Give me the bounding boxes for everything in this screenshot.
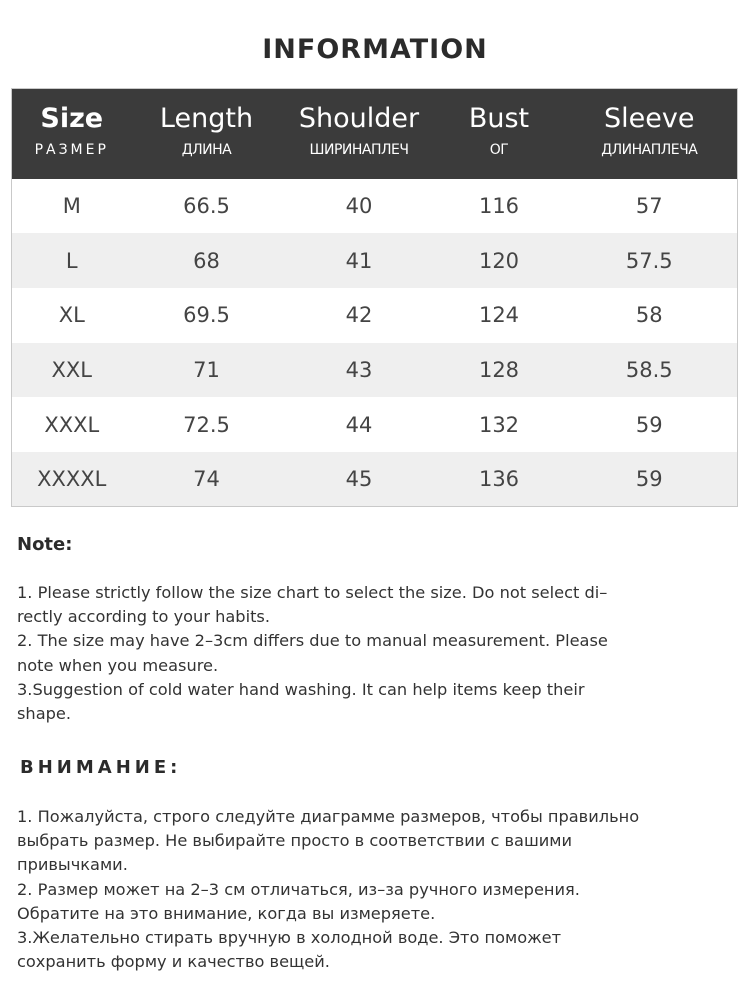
cell-size: L xyxy=(65,248,78,273)
cell-shoulder: 42 xyxy=(345,303,373,328)
cell-sleeve: 57 xyxy=(635,193,663,218)
note-ru-line: выбрать размер. Не выбирайте просто в соответствии с вашими xyxy=(17,831,573,851)
header-shoulder-sublabel: ШИРИНАПЛЕЧ xyxy=(309,141,409,158)
cell-sleeve: 59 xyxy=(635,467,663,492)
cell-shoulder: 44 xyxy=(345,412,373,437)
note-ru-line: 1. Пожалуйста, строго следуйте диаграмме размеров, чтобы правильно xyxy=(17,807,640,826)
header-length xyxy=(132,89,282,179)
note-en-line: rectly according to your habits. xyxy=(17,607,270,627)
cell-sleeve: 57.5 xyxy=(625,248,673,273)
cell-shoulder: 45 xyxy=(345,467,373,492)
header-sleeve-label: Sleeve xyxy=(604,102,695,134)
cell-bust: 128 xyxy=(478,357,520,382)
cell-bust: 136 xyxy=(478,467,520,492)
note-en-line: 1. Please strictly follow the size chart to select the size. Do not select di– xyxy=(17,583,608,602)
header-size xyxy=(12,89,132,179)
header-size-sublabel: РАЗМЕР xyxy=(34,141,109,158)
table-row xyxy=(12,233,738,288)
note-en-body xyxy=(17,581,735,726)
header-shoulder-label: Shoulder xyxy=(298,102,420,134)
table-header-row xyxy=(12,89,738,179)
cell-bust: 124 xyxy=(478,303,520,328)
cell-bust: 116 xyxy=(478,193,520,218)
cell-shoulder: 41 xyxy=(345,248,373,273)
header-sleeve xyxy=(562,89,738,179)
note-ru-heading: ВНИМАНИЕ: xyxy=(20,757,182,778)
cell-size: XXXXL xyxy=(37,467,107,492)
table-row xyxy=(12,452,738,507)
cell-length: 71 xyxy=(193,357,220,382)
cell-size: XXL xyxy=(51,357,92,382)
cell-size: XXXL xyxy=(44,412,100,437)
table-row xyxy=(12,288,738,343)
cell-length: 66.5 xyxy=(183,193,230,218)
table-row xyxy=(12,179,738,234)
note-en-line: note when you measure. xyxy=(17,655,219,675)
header-size-label: Size xyxy=(40,102,104,134)
cell-size: XL xyxy=(58,303,85,328)
table-row xyxy=(12,397,738,452)
note-en-line: shape. xyxy=(17,704,71,724)
header-bust-label: Bust xyxy=(468,102,530,134)
header-sleeve-sublabel: ДЛИНАПЛЕЧА xyxy=(601,141,698,158)
note-ru-line: привычками. xyxy=(17,855,128,875)
cell-bust: 132 xyxy=(478,412,520,437)
note-ru-line: 3.Желательно стирать вручную в холодной воде. Это поможет xyxy=(17,928,562,948)
note-ru-line: 2. Размер может на 2–3 см отличаться, из–за ручного измерения. xyxy=(17,879,580,899)
cell-sleeve: 58.5 xyxy=(625,357,673,382)
cell-sleeve: 59 xyxy=(635,412,663,437)
table-row xyxy=(12,343,738,398)
cell-shoulder: 43 xyxy=(345,357,373,382)
cell-shoulder: 40 xyxy=(345,193,373,218)
note-ru-line: Обратите на это внимание, когда вы измеряете. xyxy=(17,903,436,923)
cell-length: 68 xyxy=(193,248,220,273)
cell-length: 72.5 xyxy=(183,412,230,437)
size-chart-table xyxy=(11,88,738,507)
note-en-line: 3.Suggestion of cold water hand washing. It can help items keep their xyxy=(17,679,585,699)
note-ru-line: сохранить форму и качество вещей. xyxy=(17,952,330,972)
cell-size: M xyxy=(62,193,81,218)
header-shoulder xyxy=(282,89,437,179)
header-bust-sublabel: ОГ xyxy=(489,141,509,158)
cell-length: 74 xyxy=(193,467,220,492)
cell-sleeve: 58 xyxy=(635,303,663,328)
header-length-label: Length xyxy=(159,102,254,134)
note-ru-body xyxy=(17,805,735,974)
note-en-heading: Note: xyxy=(17,534,73,555)
cell-length: 69.5 xyxy=(183,303,230,328)
page-title: INFORMATION xyxy=(262,34,488,65)
cell-bust: 120 xyxy=(478,248,520,273)
note-en-line: 2. The size may have 2–3cm differs due to manual measurement. Please xyxy=(17,631,608,651)
header-length-sublabel: ДЛИНА xyxy=(181,141,232,158)
header-bust xyxy=(437,89,562,179)
